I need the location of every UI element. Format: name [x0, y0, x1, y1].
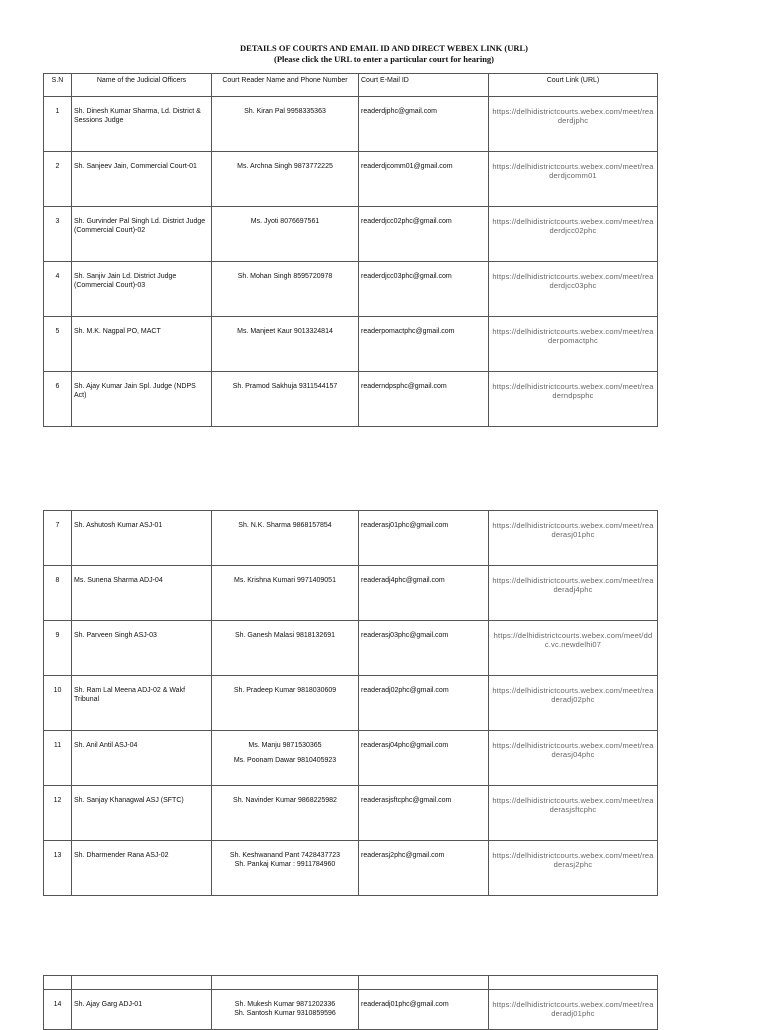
reader-name-phone-2: Sh. Pankaj Kumar : 9911784960: [234, 861, 336, 868]
table-row: [44, 731, 658, 786]
row-sn: 7: [44, 511, 72, 566]
reader-name-phone: Sh. Pradeep Kumar 9818030609: [233, 687, 337, 694]
table-row: [44, 621, 658, 676]
table-row: [44, 97, 658, 152]
officer-name: Sh. Parveen Singh ASJ-03: [72, 621, 212, 676]
reader-name-phone: Ms. Manjeet Kaur 9013324814: [237, 328, 333, 335]
officer-name: Sh. Ashutosh Kumar ASJ-01: [72, 511, 212, 566]
officer-name: Sh. Sanjiv Jain Ld. District Judge (Commercial Court)-03: [72, 262, 212, 317]
reader-name-phone: Sh. Kiran Pal 9958335363: [244, 108, 326, 115]
row-sn: 12: [44, 786, 72, 841]
officer-name: Sh. Dharmender Rana ASJ-02: [72, 841, 212, 896]
court-link[interactable]: https://delhidistrictcourts.webex.com/meet/readerpomactphc: [489, 317, 658, 372]
reader-cell: [212, 731, 359, 786]
reader-cell: [212, 511, 359, 566]
court-link[interactable]: https://delhidistrictcourts.webex.com/meet/readeradj4phc: [489, 566, 658, 621]
row-sn: 10: [44, 676, 72, 731]
reader-cell: [212, 207, 359, 262]
court-email[interactable]: readerasj04phc@gmail.com: [359, 731, 489, 786]
reader-name-phone: Sh. N.K. Sharma 9868157854: [238, 522, 332, 529]
officer-name: Sh. Gurvinder Pal Singh Ld. District Judge (Commercial Court)-02: [72, 207, 212, 262]
reader-name-phone-2: Sh. Santosh Kumar 9310859596: [234, 1010, 336, 1017]
reader-name-phone: Sh. Pramod Sakhuja 9311544157: [232, 383, 338, 390]
officer-name: Sh. Dinesh Kumar Sharma, Ld. District & Sessions Judge: [72, 97, 212, 152]
table-header-row: [44, 74, 658, 97]
table-row: [44, 317, 658, 372]
court-email[interactable]: readerdjcomm01@gmail.com: [359, 152, 489, 207]
table-row: [44, 566, 658, 621]
court-link[interactable]: https://delhidistrictcourts.webex.com/meet/readeradj02phc: [489, 676, 658, 731]
table-row: [44, 152, 658, 207]
row-sn: 13: [44, 841, 72, 896]
court-email[interactable]: readerasjsftcphc@gmail.com: [359, 786, 489, 841]
reader-cell: [212, 841, 359, 896]
courts-table-1: [43, 73, 658, 427]
reader-cell: [212, 372, 359, 427]
officer-name: Sh. Ajay Kumar Jain Spl. Judge (NDPS Act): [72, 372, 212, 427]
reader-name-phone-2: Ms. Poonam Dawar 9810405923: [233, 757, 337, 764]
court-link[interactable]: https://delhidistrictcourts.webex.com/meet/readerdjcc03phc: [489, 262, 658, 317]
row-sn: 8: [44, 566, 72, 621]
officer-name: Sh. Sanjay Khanagwal ASJ (SFTC): [72, 786, 212, 841]
court-link[interactable]: https://delhidistrictcourts.webex.com/meet/readerasj04phc: [489, 731, 658, 786]
court-email[interactable]: readerasj01phc@gmail.com: [359, 511, 489, 566]
court-link[interactable]: https://delhidistrictcourts.webex.com/meet/ddc.vc.newdelhi07: [489, 621, 658, 676]
reader-cell: [212, 621, 359, 676]
reader-cell: [212, 97, 359, 152]
officer-name: Sh. M.K. Nagpal PO, MACT: [72, 317, 212, 372]
courts-table-2: [43, 510, 658, 896]
page-subtitle: (Please click the URL to enter a particular court for hearing): [273, 54, 494, 64]
row-sn: 1: [44, 97, 72, 152]
court-email[interactable]: readerasj2phc@gmail.com: [359, 841, 489, 896]
table-row: [44, 841, 658, 896]
court-link[interactable]: https://delhidistrictcourts.webex.com/meet/readerasjsftcphc: [489, 786, 658, 841]
officer-name: Sh. Sanjeev Jain, Commercial Court-01: [72, 152, 212, 207]
court-link[interactable]: https://delhidistrictcourts.webex.com/meet/readerndpsphc: [489, 372, 658, 427]
reader-cell: [212, 566, 359, 621]
row-sn: 9: [44, 621, 72, 676]
court-link[interactable]: https://delhidistrictcourts.webex.com/meet/readerasj2phc: [489, 841, 658, 896]
reader-name-phone: Sh. Mukesh Kumar 9871202336: [234, 1001, 336, 1008]
row-sn: 5: [44, 317, 72, 372]
table-row: [44, 511, 658, 566]
court-email[interactable]: readeradj4phc@gmail.com: [359, 566, 489, 621]
court-link[interactable]: https://delhidistrictcourts.webex.com/meet/readerdjcomm01: [489, 152, 658, 207]
row-sn: 6: [44, 372, 72, 427]
table-row: [44, 372, 658, 427]
page-title: DETAILS OF COURTS AND EMAIL ID AND DIRECT WEBEX LINK (URL): [240, 43, 528, 53]
court-email[interactable]: readerdjcc03phc@gmail.com: [359, 262, 489, 317]
reader-name-phone: Ms. Jyoti 8076697561: [250, 218, 320, 225]
reader-name-phone: Sh. Keshwanand Pant 7428437723: [229, 852, 341, 859]
courts-table-3: [43, 975, 658, 1030]
officer-name: Sh. Ram Lal Meena ADJ-02 & Wakf Tribunal: [72, 676, 212, 731]
reader-cell: [212, 317, 359, 372]
officer-name: Sh. Ajay Garg ADJ-01: [72, 990, 212, 1030]
court-link[interactable]: https://delhidistrictcourts.webex.com/meet/readerdjphc: [489, 97, 658, 152]
table-row: [44, 207, 658, 262]
reader-name-phone: Sh. Ganesh Malasi 9818132691: [234, 632, 336, 639]
court-email[interactable]: readeradj02phc@gmail.com: [359, 676, 489, 731]
court-link[interactable]: https://delhidistrictcourts.webex.com/meet/readerdjcc02phc: [489, 207, 658, 262]
reader-name-phone: Ms. Krishna Kumari 9971409051: [234, 577, 336, 584]
table-row: [44, 262, 658, 317]
reader-name-phone: Ms. Manju 9871530365: [248, 742, 322, 749]
court-email[interactable]: readerdjphc@gmail.com: [359, 97, 489, 152]
row-sn: 14: [44, 990, 72, 1030]
reader-cell: [212, 262, 359, 317]
header-email: Court E-Mail ID: [359, 74, 489, 97]
officer-name: Ms. Sunena Sharma ADJ-04: [72, 566, 212, 621]
court-email[interactable]: readeradj01phc@gmail.com: [359, 990, 489, 1030]
header-link: Court Link (URL): [489, 74, 658, 97]
reader-name-phone: Sh. Navinder Kumar 9868225982: [233, 797, 337, 804]
table-row: [44, 676, 658, 731]
row-sn: 3: [44, 207, 72, 262]
blank-row: [44, 976, 658, 990]
court-email[interactable]: readerdjcc02phc@gmail.com: [359, 207, 489, 262]
reader-cell: [212, 786, 359, 841]
reader-cell: [212, 152, 359, 207]
court-link[interactable]: https://delhidistrictcourts.webex.com/meet/readeradj01phc: [489, 990, 658, 1030]
court-link[interactable]: https://delhidistrictcourts.webex.com/meet/readerasj01phc: [489, 511, 658, 566]
row-sn: 4: [44, 262, 72, 317]
header-sn: S.N: [44, 74, 72, 97]
header-officer: Name of the Judicial Officers: [72, 74, 212, 97]
court-email[interactable]: readerpomactphc@gmail.com: [359, 317, 489, 372]
court-email[interactable]: readerndpsphc@gmail.com: [359, 372, 489, 427]
officer-name: Sh. Anil Antil ASJ-04: [72, 731, 212, 786]
row-sn: 11: [44, 731, 72, 786]
table-row: [44, 786, 658, 841]
row-sn: 2: [44, 152, 72, 207]
reader-name-phone: Sh. Mohan Singh 8595720978: [237, 273, 333, 280]
court-email[interactable]: readerasj03phc@gmail.com: [359, 621, 489, 676]
reader-name-phone: Ms. Archna Singh 9873772225: [237, 163, 333, 170]
reader-cell: [212, 676, 359, 731]
header-reader: Court Reader Name and Phone Number: [212, 74, 359, 97]
